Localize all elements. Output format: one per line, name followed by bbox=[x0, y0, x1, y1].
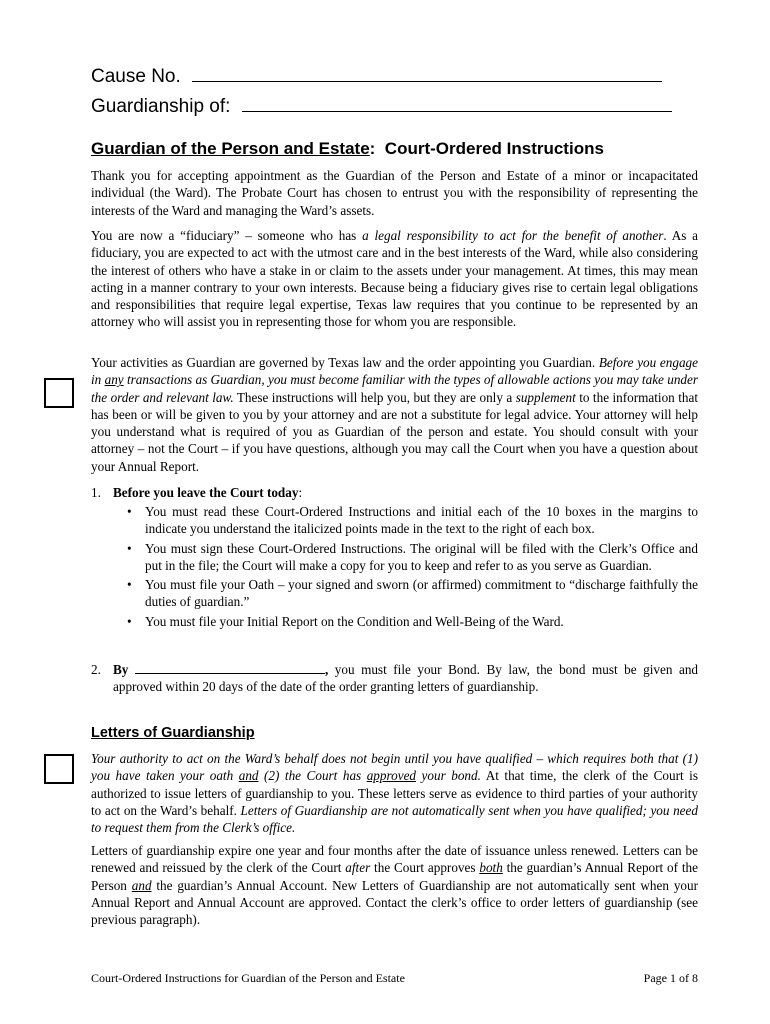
p4-italic-3: your bond. bbox=[416, 768, 481, 784]
bullet-icon: • bbox=[127, 577, 132, 593]
p4-italic-4: Letters of Guardianship are not automatically sent when you have qualified; you need to request them from the Clerk’s office. bbox=[91, 802, 698, 836]
activities-paragraph bbox=[91, 354, 698, 475]
list-item bbox=[91, 540, 698, 575]
p4-italic-underline-1: and bbox=[238, 768, 259, 784]
p5-text-b: the Court approves bbox=[370, 860, 480, 876]
bond-date-field[interactable] bbox=[135, 661, 325, 674]
item-number: 2. bbox=[91, 662, 101, 677]
p4-italic-underline-2: approved bbox=[366, 768, 417, 784]
bullet-icon: • bbox=[127, 504, 132, 519]
p5-text-d: the guardian’s Annual Account. New Letters of Guardianship are not automatically sent when your Annual Report and Annual Account are approved. Contact the clerk’s office to order letters of guardianship (see previous paragraph). bbox=[91, 877, 698, 928]
p2-text-b: . As a fiduciary, you are expected to act with the utmost care and in the best interests of the Ward, while also considering the interest of others who have a stake in or claim to the assets under your management. At times, this may mean acting in a manner contrary to your own interests. Because being a fiduciary gives rise to certain legal obligations and responsibilities that require legal expertise, Texas law requires that you continue to be represented by an attorney who will assist you in representing those for whom you are responsible. bbox=[91, 228, 699, 330]
cause-no-field[interactable] bbox=[192, 64, 662, 82]
p5-italic-underline-2: and bbox=[131, 877, 152, 893]
item-1-bullet-list bbox=[91, 503, 698, 632]
p2-text-a: You are now a “fiduciary” – someone who has bbox=[91, 228, 363, 243]
item-1-colon: : bbox=[298, 485, 303, 500]
item-2-text bbox=[113, 661, 698, 696]
p3-text-c: to the information that has been or will be given to you by your attorney and are not a substitute for legal advice. Your attorney will help you understand what is required of you as Guardian of the person and estate. You should consult with your attorney – not the Court – if you have questions, although you may call the Court when you have a question about your Annual Report. bbox=[91, 389, 698, 474]
page-number: Page 1 of 8 bbox=[643, 971, 698, 985]
intro-paragraph: Thank you for accepting appointment as the Guardian of the Person and Estate of a minor or incapacitated individual (the Ward). The Probate Court has chosen to entrust you with the responsibility of representing the interests of the Ward and managing the Ward’s assets. bbox=[91, 168, 698, 218]
p3-italic-3: supplement bbox=[515, 389, 576, 405]
list-item bbox=[91, 576, 698, 611]
p3-italic-1: Before you engage in bbox=[91, 355, 698, 388]
fiduciary-paragraph bbox=[91, 227, 698, 331]
title-main: Guardian of the Person and Estate bbox=[91, 139, 370, 158]
cause-no-label: Cause No. bbox=[91, 66, 181, 87]
initial-box-1[interactable] bbox=[44, 378, 74, 408]
item-1-heading bbox=[113, 484, 698, 501]
list-item bbox=[91, 503, 698, 538]
guardianship-of-field[interactable] bbox=[242, 94, 672, 112]
document-title bbox=[91, 138, 711, 160]
p4-text-a: At that time, the clerk of the Court is authorized to issue letters of guardianship to you. These letters serve as evidence to third parties of your authority to act on the Ward’s behalf. bbox=[91, 768, 698, 818]
letters-heading: Letters of Guardianship bbox=[91, 725, 255, 741]
p3-italic-underline: any bbox=[104, 372, 124, 388]
guardianship-of-label: Guardianship of: bbox=[91, 96, 231, 117]
bullet-icon: • bbox=[127, 613, 132, 629]
cause-no-row bbox=[91, 64, 691, 88]
guardianship-of-row bbox=[91, 94, 691, 118]
item-2-by: By bbox=[113, 662, 129, 677]
letters-paragraph-2 bbox=[91, 842, 698, 928]
p3-text-a: Your activities as Guardian are governed by Texas law and the order appointing you Guardian. bbox=[91, 355, 599, 370]
bullet-icon: • bbox=[127, 540, 132, 556]
p2-italic: a legal responsibility to act for the benefit of another bbox=[362, 228, 664, 243]
item-2-rest: you must file your Bond. By law, the bond must be given and approved within 20 days of the date of the order granting letters of guardianship. bbox=[113, 662, 699, 695]
p3-text-b: These instructions will help you, but they are only a bbox=[233, 389, 516, 405]
p4-italic-2: (2) the Court has bbox=[258, 768, 367, 784]
bullet-text: You must read these Court-Ordered Instructions and initial each of the 10 boxes in the margins to indicate you understand the italicized points made in the text to the right of each box. bbox=[145, 504, 698, 537]
p3-italic-2: transactions as Guardian, you must become familiar with the types of allowable actions you may take under the order and relevant law. bbox=[91, 372, 698, 405]
p5-italic-1: after bbox=[345, 860, 371, 876]
title-colon: : bbox=[369, 139, 376, 158]
letters-paragraph-1 bbox=[91, 750, 698, 836]
footer-title: Court-Ordered Instructions for Guardian of the Person and Estate bbox=[91, 971, 405, 985]
list-item bbox=[91, 613, 698, 630]
p4-italic-1: Your authority to act on the Ward’s behalf does not begin until you have qualified – which requires both that (1) you have taken your oath bbox=[91, 751, 698, 784]
initial-box-2[interactable] bbox=[44, 754, 74, 784]
item-number: 1. bbox=[91, 485, 101, 500]
bullet-text: You must sign these Court-Ordered Instructions. The original will be filed with the Clerk’s Office and put in the file; the Court will make a copy for you to keep and refer to as you serve as Guardian. bbox=[145, 540, 698, 573]
item-2-comma: , bbox=[324, 662, 329, 677]
p5-italic-underline-1: both bbox=[479, 860, 503, 876]
bullet-text: You must file your Oath – your signed and sworn (or affirmed) commitment to “discharge faithfully the duties of guardian.” bbox=[145, 577, 698, 610]
p5-text-a: Letters of guardianship expire one year and four months after the date of issuance unless renewed. Letters can be renewed and reissued by the clerk of the Court bbox=[91, 843, 698, 876]
title-sub: Court-Ordered Instructions bbox=[375, 139, 604, 158]
item-1-label: Before you leave the Court today bbox=[113, 485, 299, 500]
p5-text-c: the guardian’s Annual Report of the Person bbox=[91, 860, 698, 893]
bullet-text: You must file your Initial Report on the Condition and Well-Being of the Ward. bbox=[145, 613, 564, 629]
